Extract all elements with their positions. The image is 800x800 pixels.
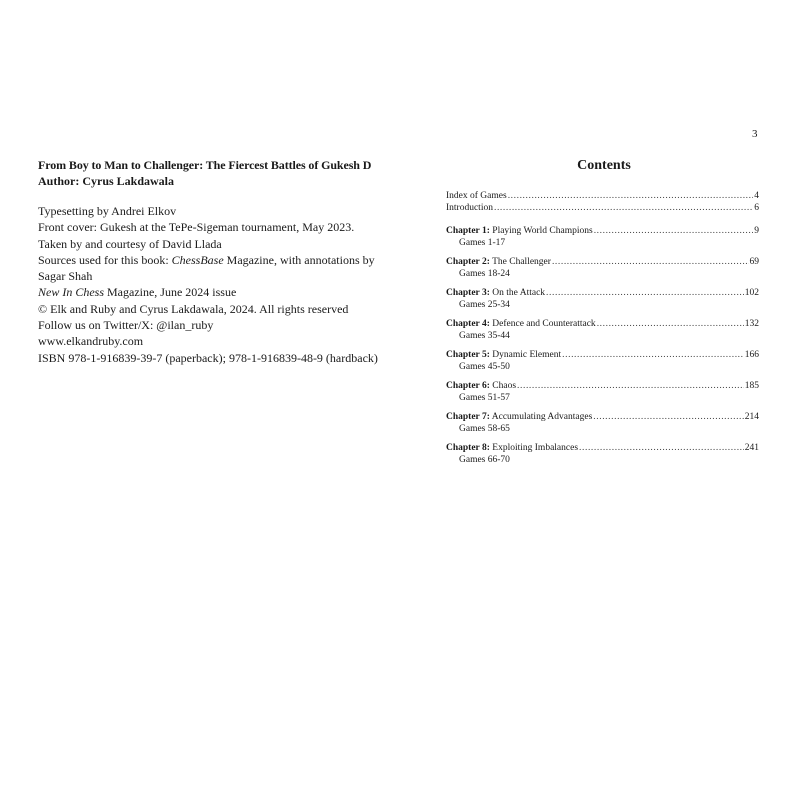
chapter-title: Accumulating Advantages — [489, 412, 593, 422]
leader-dots — [594, 225, 754, 237]
chapter-number: Chapter 1: — [446, 226, 490, 236]
toc-page: 132 — [744, 319, 759, 329]
toc-entry-introduction — [446, 202, 759, 214]
credits-block — [38, 203, 378, 366]
chapter-number: Chapter 7: — [446, 412, 490, 422]
twitter-handle: Follow us on Twitter/X: @ilan_ruby — [38, 318, 214, 333]
book-title: From Boy to Man to Challenger: The Fiercest Battles of Gukesh D — [38, 158, 372, 172]
chapter-number: Chapter 8: — [446, 443, 490, 453]
nic-credit — [38, 284, 378, 300]
leader-dots — [593, 411, 743, 423]
chapter-title: Chaos — [489, 381, 517, 391]
toc-entry-index — [446, 190, 759, 202]
toc-page: 214 — [744, 412, 759, 422]
website-link: www.elkandruby.com — [38, 334, 144, 349]
toc-label: Index of Games — [446, 191, 507, 201]
typesetting-credit: Typesetting by Andrei Elkov — [38, 204, 177, 218]
chapter-number: Chapter 3: — [446, 288, 490, 298]
chapter-number: Chapter 5: — [446, 350, 490, 360]
toc-chapter-5 — [446, 349, 762, 373]
games-range: Games 51-57 — [459, 393, 510, 403]
chapter-title: Exploiting Imbalances — [489, 443, 579, 453]
leader-dots — [494, 202, 753, 214]
toc-chapter-8 — [446, 442, 762, 466]
toc-page: 9 — [754, 226, 759, 236]
copyright-page — [38, 157, 378, 366]
leader-dots — [562, 349, 744, 361]
games-range: Games 45-50 — [459, 362, 510, 372]
sources-prefix: Sources used for this book: — [38, 252, 172, 267]
chapter-title: Defence and Counterattack — [489, 319, 596, 329]
games-range: Games 66-70 — [459, 455, 510, 465]
toc-chapter-3 — [446, 287, 762, 311]
games-range: Games 35-44 — [459, 331, 510, 341]
toc-page: 4 — [754, 191, 759, 201]
toc-chapter-1 — [446, 225, 762, 249]
toc-chapter-6 — [446, 380, 762, 404]
chapter-number: Chapter 2: — [446, 257, 490, 267]
copyright-notice: © Elk and Ruby and Cyrus Lakdawala, 2024. All rights reserved — [38, 301, 349, 316]
sources-magazine: ChessBase — [171, 252, 224, 267]
leader-dots — [552, 256, 749, 268]
chapter-title: The Challenger — [489, 257, 551, 267]
toc-page: 185 — [744, 381, 759, 391]
toc-chapter-2 — [446, 256, 762, 280]
toc-chapter-7 — [446, 411, 762, 435]
cover-credit-line1: Front cover: Gukesh at the TePe-Sigeman tournament, May 2023. — [38, 220, 355, 235]
nic-suffix: Magazine, June 2024 issue — [104, 285, 237, 300]
games-range: Games 18-24 — [459, 269, 510, 279]
isbn-line: ISBN 978-1-916839-39-7 (paperback); 978-1-916839-48-9 (hardback) — [38, 350, 378, 365]
leader-dots — [517, 380, 744, 392]
chapter-title: Playing World Champions — [489, 226, 593, 236]
toc-page: 6 — [754, 203, 759, 213]
contents-heading: Contents — [577, 158, 631, 173]
games-range: Games 1-17 — [459, 238, 506, 248]
contents-page — [446, 158, 762, 466]
chapter-title: Dynamic Element — [489, 350, 562, 360]
toc-page: 166 — [744, 350, 759, 360]
book-author: Author: Cyrus Lakdawala — [38, 174, 175, 188]
toc-page: 69 — [749, 257, 759, 267]
leader-dots — [508, 190, 754, 202]
page-number: 3 — [752, 128, 758, 140]
toc-chapter-4 — [446, 318, 762, 342]
games-range: Games 58-65 — [459, 424, 510, 434]
leader-dots — [597, 318, 744, 330]
leader-dots — [546, 287, 744, 299]
toc-label: Introduction — [446, 203, 493, 213]
chapter-number: Chapter 4: — [446, 319, 490, 329]
toc-page: 241 — [744, 443, 759, 453]
chapter-number: Chapter 6: — [446, 381, 490, 391]
games-range: Games 25-34 — [459, 300, 510, 310]
leader-dots — [579, 442, 744, 454]
chapter-title: On the Attack — [489, 288, 546, 298]
nic-magazine: New In Chess — [38, 285, 104, 300]
sources-suffix: Magazine, with annotations by Sagar Shah — [38, 252, 375, 284]
sources-credit — [38, 252, 378, 285]
cover-credit-line2: Taken by and courtesy of David Llada — [38, 236, 222, 251]
toc-page: 102 — [744, 288, 759, 298]
